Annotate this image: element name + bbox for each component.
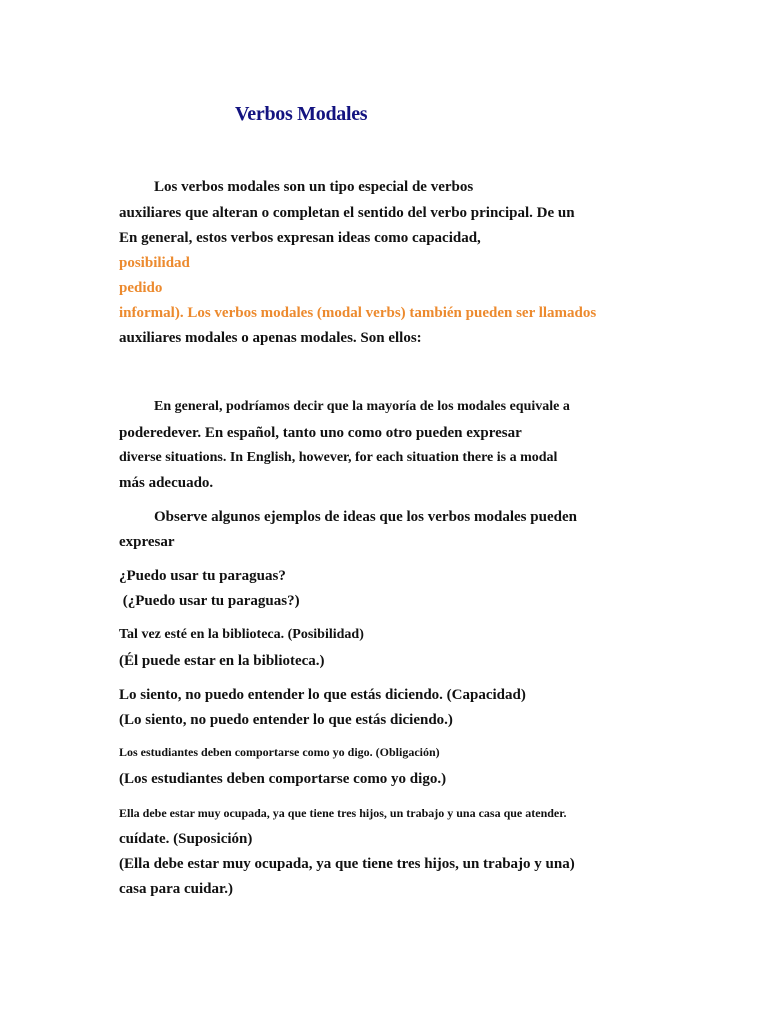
page-title: Verbos Modales (235, 103, 368, 125)
observe-line-2: expresar (119, 534, 175, 550)
intro-line-5-highlight: pedido (119, 280, 163, 296)
general-line-1: En general, podríamos decir que la mayoría de los modales equivale a (154, 399, 570, 414)
example-4-line-1: Los estudiantes deben comportarse como yo digo. (Obligación) (119, 745, 440, 759)
intro-line-3: En general, estos verbos expresan ideas como capacidad, (119, 230, 481, 246)
example-2-line-2: (Él puede estar en la biblioteca.) (119, 653, 325, 669)
example-4-line-2: (Los estudiantes deben comportarse como yo digo.) (119, 771, 447, 787)
example-1-line-1: ¿Puedo usar tu paraguas? (119, 568, 286, 584)
example-3-line-2: (Lo siento, no puedo entender lo que estás diciendo.) (119, 712, 453, 728)
general-line-2: poderedever. En español, tanto uno como otro pueden expresar (119, 425, 522, 441)
example-5-line-1: Ella debe estar muy ocupada, ya que tiene tres hijos, un trabajo y una casa que atender. (119, 806, 567, 820)
intro-line-1: Los verbos modales son un tipo especial de verbos (154, 179, 474, 195)
intro-line-7: auxiliares modales o apenas modales. Son ellos: (119, 330, 422, 346)
intro-line-6-highlight: informal). Los verbos modales (modal verbs) también pueden ser llamados (119, 305, 597, 321)
general-line-3: diverse situations. In English, however, for each situation there is a modal (119, 450, 558, 465)
example-5-line-3: (Ella debe estar muy ocupada, ya que tiene tres hijos, un trabajo y una) (119, 856, 575, 872)
general-line-4: más adecuado. (119, 475, 214, 491)
example-3-line-1: Lo siento, no puedo entender lo que estás diciendo. (Capacidad) (119, 687, 526, 703)
example-5-line-2: cuídate. (Suposición) (119, 831, 253, 847)
intro-line-4-highlight: posibilidad (119, 255, 190, 271)
example-2-line-1: Tal vez esté en la biblioteca. (Posibilidad) (119, 627, 364, 642)
observe-line-1: Observe algunos ejemplos de ideas que los verbos modales pueden (154, 509, 577, 525)
intro-line-2: auxiliares que alteran o completan el sentido del verbo principal. De un (119, 205, 575, 221)
example-1-line-2: (¿Puedo usar tu paraguas?) (119, 593, 300, 609)
example-5-line-4: casa para cuidar.) (119, 881, 234, 897)
